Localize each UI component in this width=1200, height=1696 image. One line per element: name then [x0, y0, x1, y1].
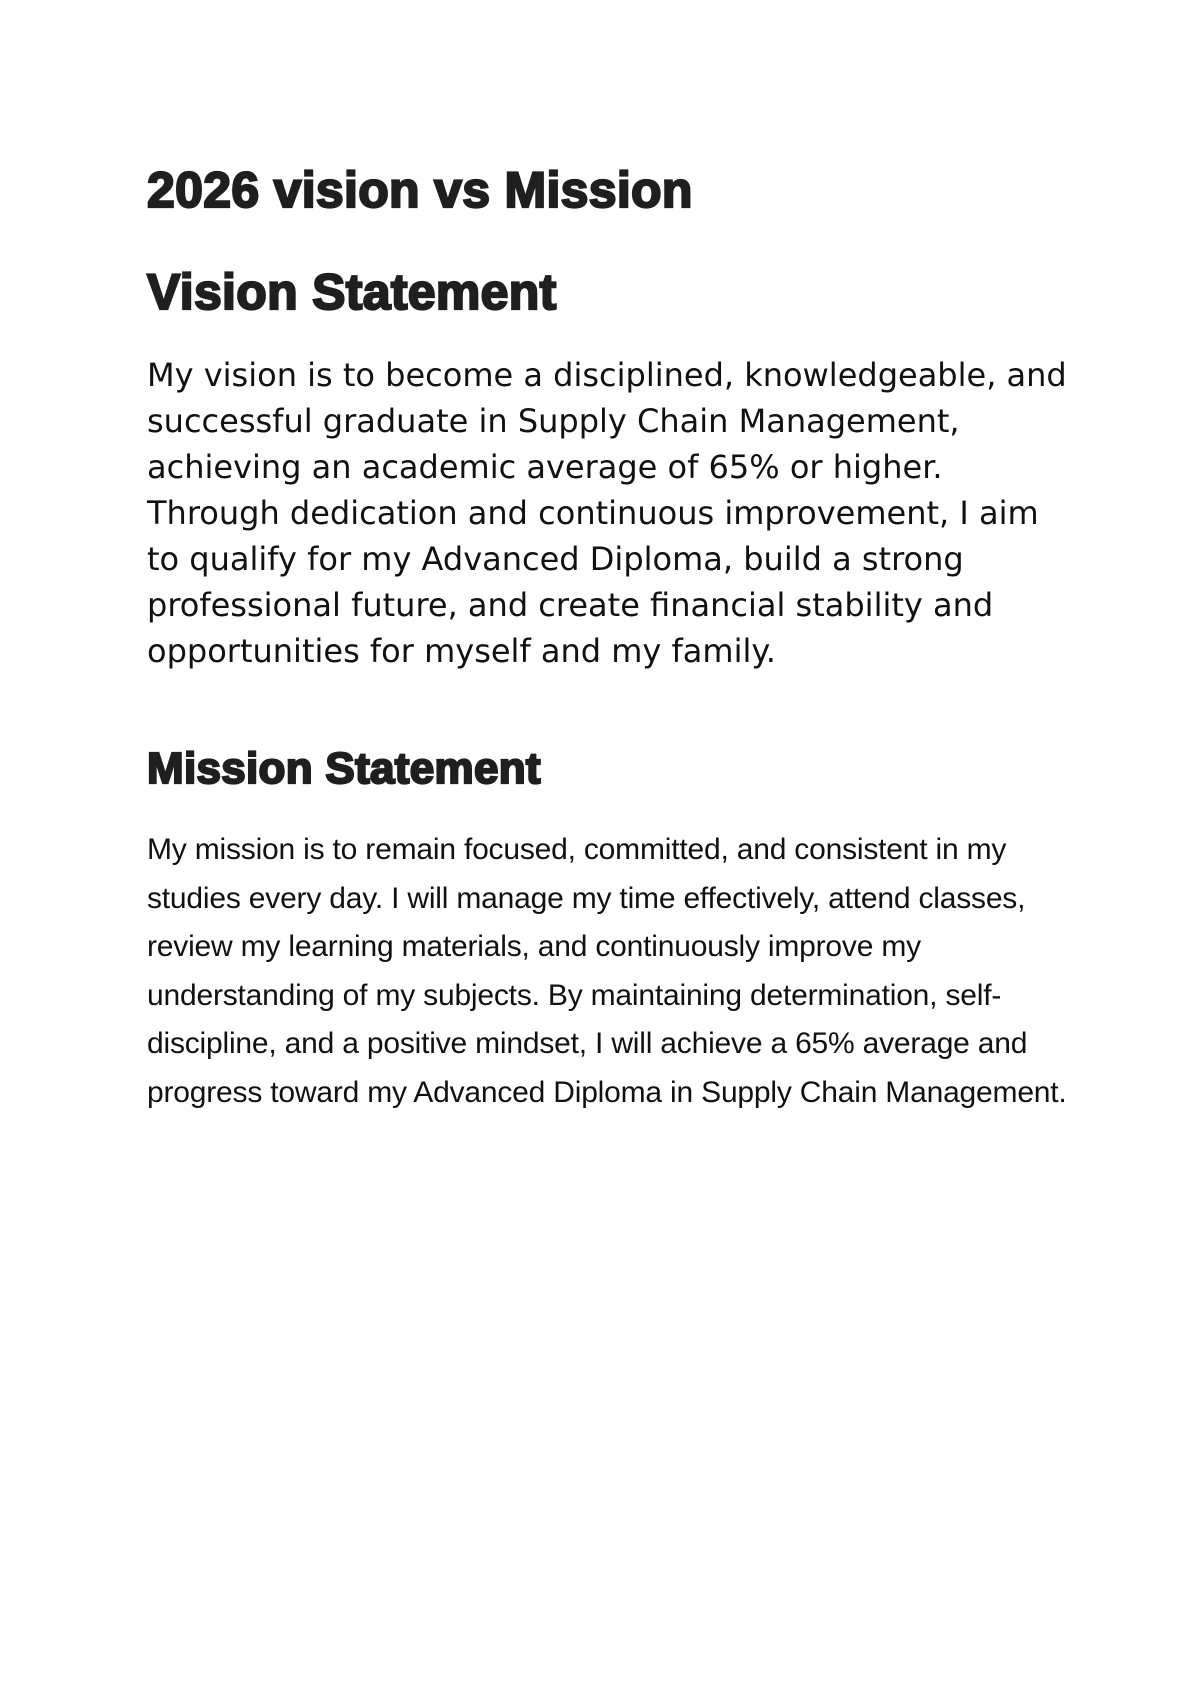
vision-paragraph: My vision is to become a disciplined, knowledgeable, and successful graduate in Supply Chain Management, achieving an academic average of 65% or higher. Through dedication and continuous improvement, I aim to qualify for my Advanced Diploma, build a strong professional future, and create financial stability and opportunities for myself and my family. [147, 356, 1067, 670]
vision-heading: Vision Statement [147, 264, 557, 320]
document-title: 2026 vision vs Mission [147, 162, 693, 218]
mission-heading: Mission Statement [147, 744, 541, 793]
mission-paragraph: My mission is to remain focused, committed, and consistent in my studies every day. I will manage my time effectively, attend classes, review my learning materials, and continuously improve my understanding of my subjects. By maintaining determination, self-discipline, and a positive mindset, I will achieve a 65% average and progress toward my Advanced Diploma in Supply Chain Management. [147, 833, 1067, 1109]
document-content [147, 150, 1067, 1117]
